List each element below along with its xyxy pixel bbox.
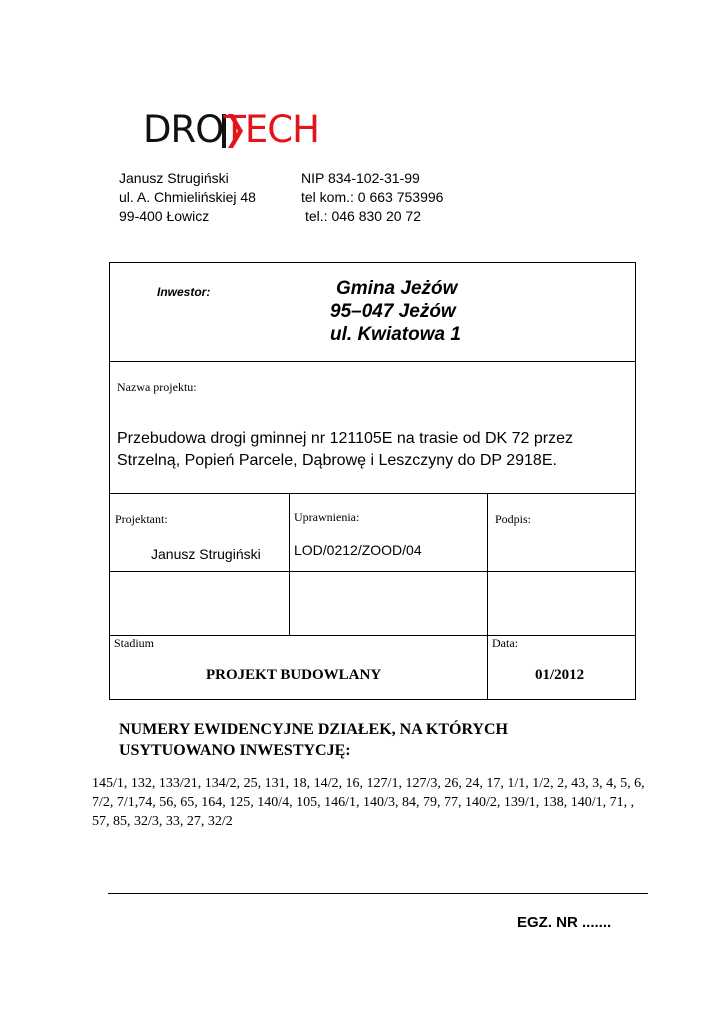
company-nip: NIP 834-102-31-99 — [301, 170, 420, 186]
drotech-logo — [143, 108, 319, 152]
parcels-heading-line: NUMERY EWIDENCYJNE DZIAŁEK, NA KTÓRYCH — [119, 721, 508, 738]
project-title-line: Przebudowa drogi gminnej nr 121105E na trasie od DK 72 przez — [117, 430, 573, 447]
company-city: 99-400 Łowicz — [119, 208, 210, 224]
designer-name: Janusz Strugiński — [151, 546, 261, 562]
investor-name: Gmina Jeżów — [336, 278, 458, 299]
date-label: Data: — [492, 636, 518, 650]
company-name: Janusz Strugiński — [119, 170, 229, 186]
company-street: ul. A. Chmielińskiej 48 — [119, 189, 256, 205]
parcel-numbers: 145/1, 132, 133/21, 134/2, 25, 131, 18, 14/2, 16, 127/1, 127/3, 26, 24, 17, 1/1, 1/2, 2, 43, 3, 4, 5, 6, 7/2, 7/1,74, 56, 65, 164, 125, 140/4, 105, 146/1, 140/3, 84, 79, 77, 140/2, 139/1, 138, 140/1, 71, , 57, 85, 32/3, 33, 27, 32/2 — [92, 776, 645, 829]
logo-text-dro: DRO — [143, 108, 224, 151]
divider — [487, 493, 488, 699]
investor-label: Inwestor: — [157, 285, 211, 299]
company-phone: tel.: 046 830 20 72 — [305, 208, 421, 224]
investor-postal: 95–047 Jeżów — [330, 301, 456, 322]
company-contact — [301, 169, 443, 226]
parcels-heading — [119, 719, 508, 761]
divider — [110, 361, 635, 362]
parcels-heading-line: USYTUOWANO INWESTYCJĘ: — [119, 742, 351, 759]
footer-divider — [108, 893, 648, 894]
investor-street: ul. Kwiatowa 1 — [330, 324, 461, 345]
date-value: 01/2012 — [535, 667, 585, 683]
designer-label: Projektant: — [115, 512, 168, 526]
project-title-line: Strzelną, Popień Parcele, Dąbrowę i Leszczyny do DP 2918E. — [117, 452, 557, 469]
divider — [110, 635, 635, 636]
project-label: Nazwa projektu: — [117, 380, 197, 394]
logo-text-tech: TECH — [223, 108, 319, 151]
divider — [110, 571, 635, 572]
divider — [289, 493, 290, 635]
stage-value: PROJEKT BUDOWLANY — [206, 667, 382, 683]
investor-details — [330, 277, 461, 346]
stage-label: Stadium — [114, 636, 155, 650]
signature-label: Podpis: — [495, 512, 532, 526]
copy-number: EGZ. NR ....... — [517, 914, 612, 931]
project-title — [117, 428, 573, 472]
license-label: Uprawnienia: — [294, 510, 360, 524]
divider — [110, 493, 635, 494]
license-value: LOD/0212/ZOOD/04 — [294, 542, 422, 558]
company-address — [119, 169, 256, 226]
company-mobile: tel kom.: 0 663 753996 — [301, 189, 444, 205]
